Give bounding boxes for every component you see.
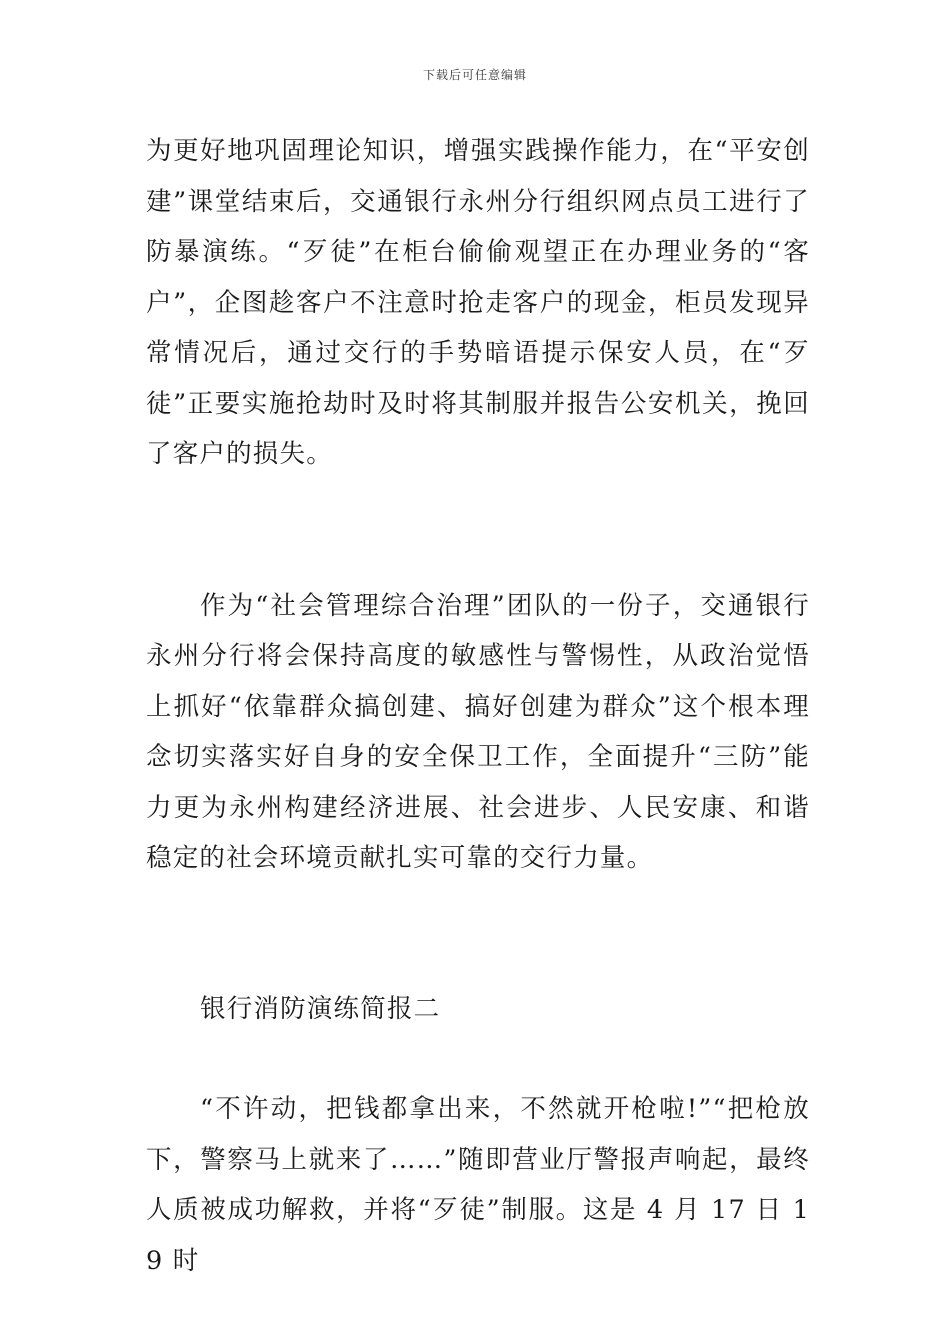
paragraph-spacer: [146, 1034, 810, 1084]
paragraph-spacer: [146, 884, 810, 984]
paragraph-drill-description: 为更好地巩固理论知识，增强实践操作能力，在“平安创建”课堂结束后，交通银行永州分行组织网点员工进行了防暴演练。“歹徒”在柜台偷偷观望正在办理业务的“客户”，企图趁客户不注意时抢走客户的现金，柜员发现异常情况后，通过交行的手势暗语提示保安人员，在“歹徒”正要实施抢劫时及时将其制服并报告公安机关，挽回了客户的损失。: [146, 136, 810, 469]
paragraph-spacer: [146, 480, 810, 581]
header-note: 下载后可任意编辑: [422, 68, 527, 82]
paragraph-hostage-drill: “不许动，把钱都拿出来，不然就开枪啦!”“把枪放下，警察马上就来了……”随即营业厅警报声响起，最终人质被成功解救，并将“歹徒”制服。这是 4 月 17 日 19 时: [146, 1094, 810, 1276]
document-body: [146, 126, 810, 1286]
section-heading: 银行消防演练简报二: [200, 993, 441, 1024]
paragraph-commitment: 作为“社会管理综合治理”团队的一份子，交通银行永州分行将会保持高度的敏感性与警惕性，从政治觉悟上抓好“依靠群众搞创建、搞好创建为群众”这个根本理念切实落实好自身的安全保卫工作，全面提升“三防”能力更为永州构建经济进展、社会进步、人民安康、和谐稳定的社会环境贡献扎实可靠的交行力量。: [146, 590, 810, 873]
